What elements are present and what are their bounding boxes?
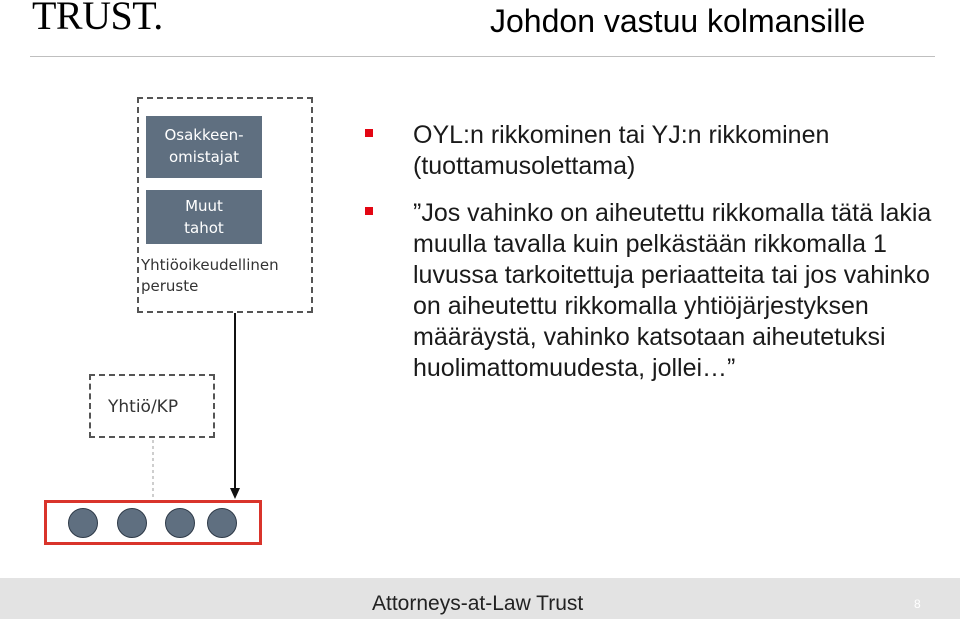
diagram-connectors [0, 0, 340, 540]
square-bullet-icon [365, 207, 373, 215]
liability-diagram [0, 0, 340, 540]
bullet-list [365, 120, 935, 384]
board-member-icon [68, 508, 98, 538]
legal-basis-label: Yhtiöoikeudellinen peruste [141, 256, 279, 295]
bullet-text: OYL:n rikkominen tai YJ:n rikkominen (tuottamusolettama) [413, 121, 830, 180]
trust-logo: TRUST. [32, 0, 163, 38]
page-number: 8 [914, 597, 921, 611]
board-member-icon [117, 508, 147, 538]
square-bullet-icon [365, 129, 373, 137]
liability-arrow-head [230, 488, 240, 499]
company-label: Yhtiö/KP [108, 397, 179, 417]
other-parties-box: Muut tahot [146, 190, 262, 244]
bullet-item [365, 198, 935, 384]
bullet-item [365, 120, 935, 182]
board-member-icon [207, 508, 237, 538]
shareholders-box: Osakkeen- omistajat [146, 116, 262, 178]
board-member-icon [165, 508, 195, 538]
footer-text: Attorneys-at-Law Trust [372, 592, 584, 615]
bullet-text: ”Jos vahinko on aiheutettu rikkomalla tätä lakia muulla tavalla kuin pelkästään rikkomalla 1 luvussa tarkoitettuja periaatteita tai jos vahinko on aiheutettu rikkomalla yhtiöjärjestyksen määräystä, vahinko katsotaan aiheutetuksi huolimattomuudesta, jollei…” [413, 199, 932, 382]
slide-title: Johdon vastuu kolmansille [490, 3, 866, 39]
